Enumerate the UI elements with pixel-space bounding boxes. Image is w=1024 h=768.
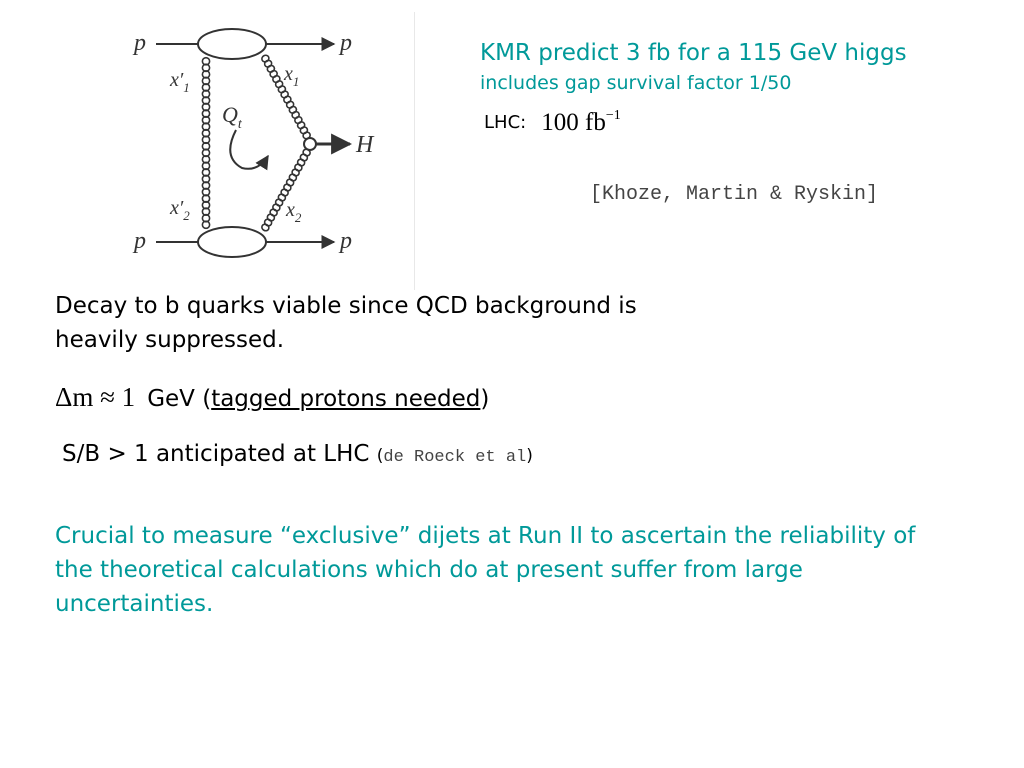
label-x2-prime: $x'_2$ — [170, 197, 190, 223]
tagged-protons-link[interactable]: tagged protons needed — [211, 386, 481, 412]
citation-kmr: [Khoze, Martin & Ryskin] — [590, 183, 879, 206]
mass-resolution-row — [55, 382, 489, 413]
label-x1: $x_1$ — [284, 63, 300, 89]
mass-unit-text: GeV ( — [147, 386, 212, 412]
label-x2: $x_2$ — [286, 199, 302, 225]
lhc-label: LHC: — [484, 112, 527, 133]
gluon-line-left — [202, 58, 209, 229]
gap-survival-note: includes gap survival factor 1/50 — [480, 72, 792, 94]
proton-blob-bottom — [198, 227, 266, 257]
lhc-luminosity-row — [484, 108, 621, 137]
sb-statement: S/B > 1 anticipated at LHC — [62, 441, 370, 467]
proton-blob-top — [198, 29, 266, 59]
signal-background-row — [62, 441, 533, 467]
label-p-top-right: p — [340, 30, 352, 56]
luminosity-value: 100 $fb^{-1}$ — [541, 108, 621, 136]
kmr-title: KMR predict 3 fb for a 115 GeV higgs — [480, 40, 907, 66]
label-qt: $Q_t$ — [222, 102, 242, 132]
label-higgs: H — [356, 132, 374, 158]
luminosity-exponent: −1 — [605, 108, 621, 123]
gluon-coil-loop — [261, 223, 270, 232]
decay-statement: Decay to b quarks viable since QCD background is heavily suppressed. — [55, 293, 637, 353]
delta-m-formula: Δm ≈ 1 — [55, 382, 136, 412]
diagram-divider — [414, 12, 415, 290]
crucial-statement: Crucial to measure “exclusive” dijets at Run II to ascertain the reliability of the theoretical calculations which do at present suffer from large uncertainties. — [55, 523, 916, 617]
label-p-bottom-right: p — [340, 228, 352, 254]
loop-momentum-arrow — [230, 130, 268, 169]
mass-close-paren: ) — [480, 386, 490, 412]
de-roeck-reference: (de Roeck et al) — [376, 446, 533, 467]
label-x1-prime: $x'_1$ — [170, 69, 190, 95]
label-p-bottom-left: p — [134, 228, 146, 254]
higgs-vertex — [304, 138, 316, 150]
feynman-diagram — [118, 12, 418, 290]
label-p-top-left: p — [134, 30, 146, 56]
